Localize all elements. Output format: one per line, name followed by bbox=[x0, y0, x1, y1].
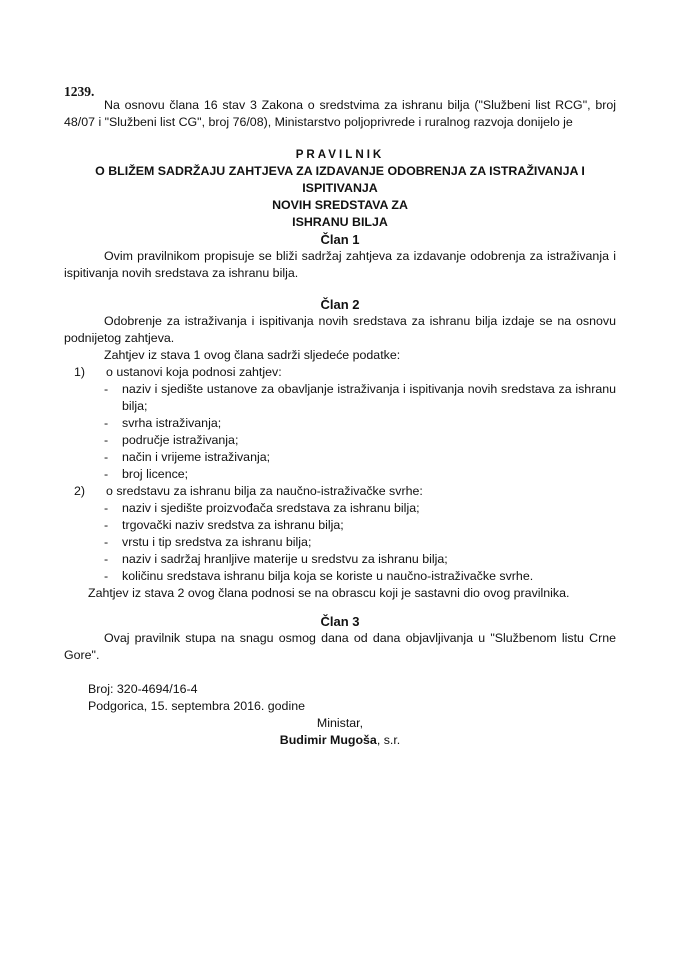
sub-list-item bbox=[64, 568, 616, 585]
article-3-body bbox=[64, 630, 616, 664]
dash-marker: - bbox=[104, 552, 109, 566]
title-line-3: ISHRANU BILJA bbox=[292, 215, 388, 229]
article-1-body bbox=[64, 248, 616, 282]
dash-marker: - bbox=[104, 501, 109, 515]
dash-marker: - bbox=[104, 416, 109, 430]
list-item-label: o sredstavu za ishranu bilja za naučno-istraživačke svrhe: bbox=[106, 484, 423, 498]
dash-marker: - bbox=[104, 569, 109, 583]
dash-marker: - bbox=[104, 518, 109, 532]
list-item-label: o ustanovi koja podnosi zahtjev: bbox=[106, 365, 282, 379]
sub-item-text: naziv i sadržaj hranljive materije u sredstvu za ishranu bilja; bbox=[122, 552, 448, 566]
sub-list-item bbox=[64, 466, 616, 483]
intro-paragraph bbox=[64, 97, 616, 131]
article-2-body bbox=[64, 313, 616, 364]
sub-list-item bbox=[64, 500, 616, 517]
dash-marker: - bbox=[104, 433, 109, 447]
article-2-heading: Član 2 bbox=[320, 297, 360, 312]
sub-item-text: količinu sredstava ishranu bilja koja se koriste u naučno-istraživačke svrhe. bbox=[122, 569, 534, 583]
sub-list-item bbox=[64, 449, 616, 466]
signatory-role: Ministar, bbox=[316, 716, 364, 730]
sub-item-text: područje istraživanja; bbox=[122, 433, 239, 447]
sub-list-item bbox=[64, 381, 616, 415]
signatory bbox=[64, 732, 616, 749]
intro-text: Na osnovu člana 16 stav 3 Zakona o sredstvima za ishranu bilja ("Službeni list RCG", broj 48/07 i "Službeni list CG", broj 76/08), Ministarstvo poljoprivrede i ruralnog razvoja donijelo je bbox=[64, 98, 616, 129]
list-marker: 2) bbox=[74, 484, 86, 498]
list-item bbox=[64, 364, 616, 381]
sub-item-text: trgovački naziv sredstva za ishranu bilja; bbox=[122, 518, 344, 532]
sub-item-text: vrstu i tip sredstva za ishranu bilja; bbox=[122, 535, 312, 549]
article-3-heading: Član 3 bbox=[320, 614, 360, 629]
signatory-name: Budimir Mugoša bbox=[279, 733, 377, 747]
article-1-heading: Član 1 bbox=[320, 232, 360, 247]
document-title bbox=[64, 146, 616, 231]
requirements-list bbox=[64, 364, 616, 602]
sub-item-text: način i vrijeme istraživanja; bbox=[122, 450, 271, 464]
article-2-text-2: Zahtjev iz stava 1 ovog člana sadrži sljedeće podatke: bbox=[104, 348, 401, 362]
sub-item-text: svrha istraživanja; bbox=[122, 416, 222, 430]
article-3-text: Ovaj pravilnik stupa na snagu osmog dana od dana objavljivanja u "Službenom listu Crne Gore". bbox=[64, 631, 616, 662]
title-line-2: NOVIH SREDSTAVA ZA bbox=[272, 198, 408, 212]
sub-list-item bbox=[64, 432, 616, 449]
article-2-text-1: Odobrenje za istraživanja i ispitivanja novih sredstava za ishranu bilja izdaje se na osnovu podnijetog zahtjeva. bbox=[64, 314, 616, 345]
place-and-date: Podgorica, 15. septembra 2016. godine bbox=[88, 699, 305, 713]
sub-list-item bbox=[64, 415, 616, 432]
list-item bbox=[64, 483, 616, 500]
signatory-suffix: , s.r. bbox=[376, 733, 401, 747]
sub-item-text: naziv i sjedište proizvođača sredstava za ishranu bilja; bbox=[122, 501, 420, 515]
sub-item-text: broj licence; bbox=[122, 467, 189, 481]
title-word: PRAVILNIK bbox=[295, 148, 385, 161]
dash-marker: - bbox=[104, 450, 109, 464]
sub-list-item bbox=[64, 517, 616, 534]
dash-marker: - bbox=[104, 535, 109, 549]
dash-marker: - bbox=[104, 467, 109, 481]
title-line-1: O BLIŽEM SADRŽAJU ZAHTJEVA ZA IZDAVANJE ODOBRENJA ZA ISTRAŽIVANJA I ISPITIVANJA bbox=[95, 164, 585, 195]
sub-item-text: naziv i sjedište ustanove za obavljanje istraživanja i ispitivanja novih sredstava za ishranu bilja; bbox=[122, 382, 616, 413]
article-1-text: Ovim pravilnikom propisuje se bliži sadržaj zahtjeva za izdavanje odobrenja za istraživanja i ispitivanja novih sredstava za ishranu bilja. bbox=[64, 249, 616, 280]
dash-marker: - bbox=[104, 382, 109, 396]
sub-list-item bbox=[64, 534, 616, 551]
document-reference-number: Broj: 320-4694/16-4 bbox=[88, 682, 198, 696]
article-2-closing: Zahtjev iz stava 2 ovog člana podnosi se na obrascu koji je sastavni dio ovog pravilnika. bbox=[88, 586, 570, 600]
sub-list-item bbox=[64, 551, 616, 568]
list-marker: 1) bbox=[74, 365, 86, 379]
document-number: 1239. bbox=[64, 84, 95, 99]
